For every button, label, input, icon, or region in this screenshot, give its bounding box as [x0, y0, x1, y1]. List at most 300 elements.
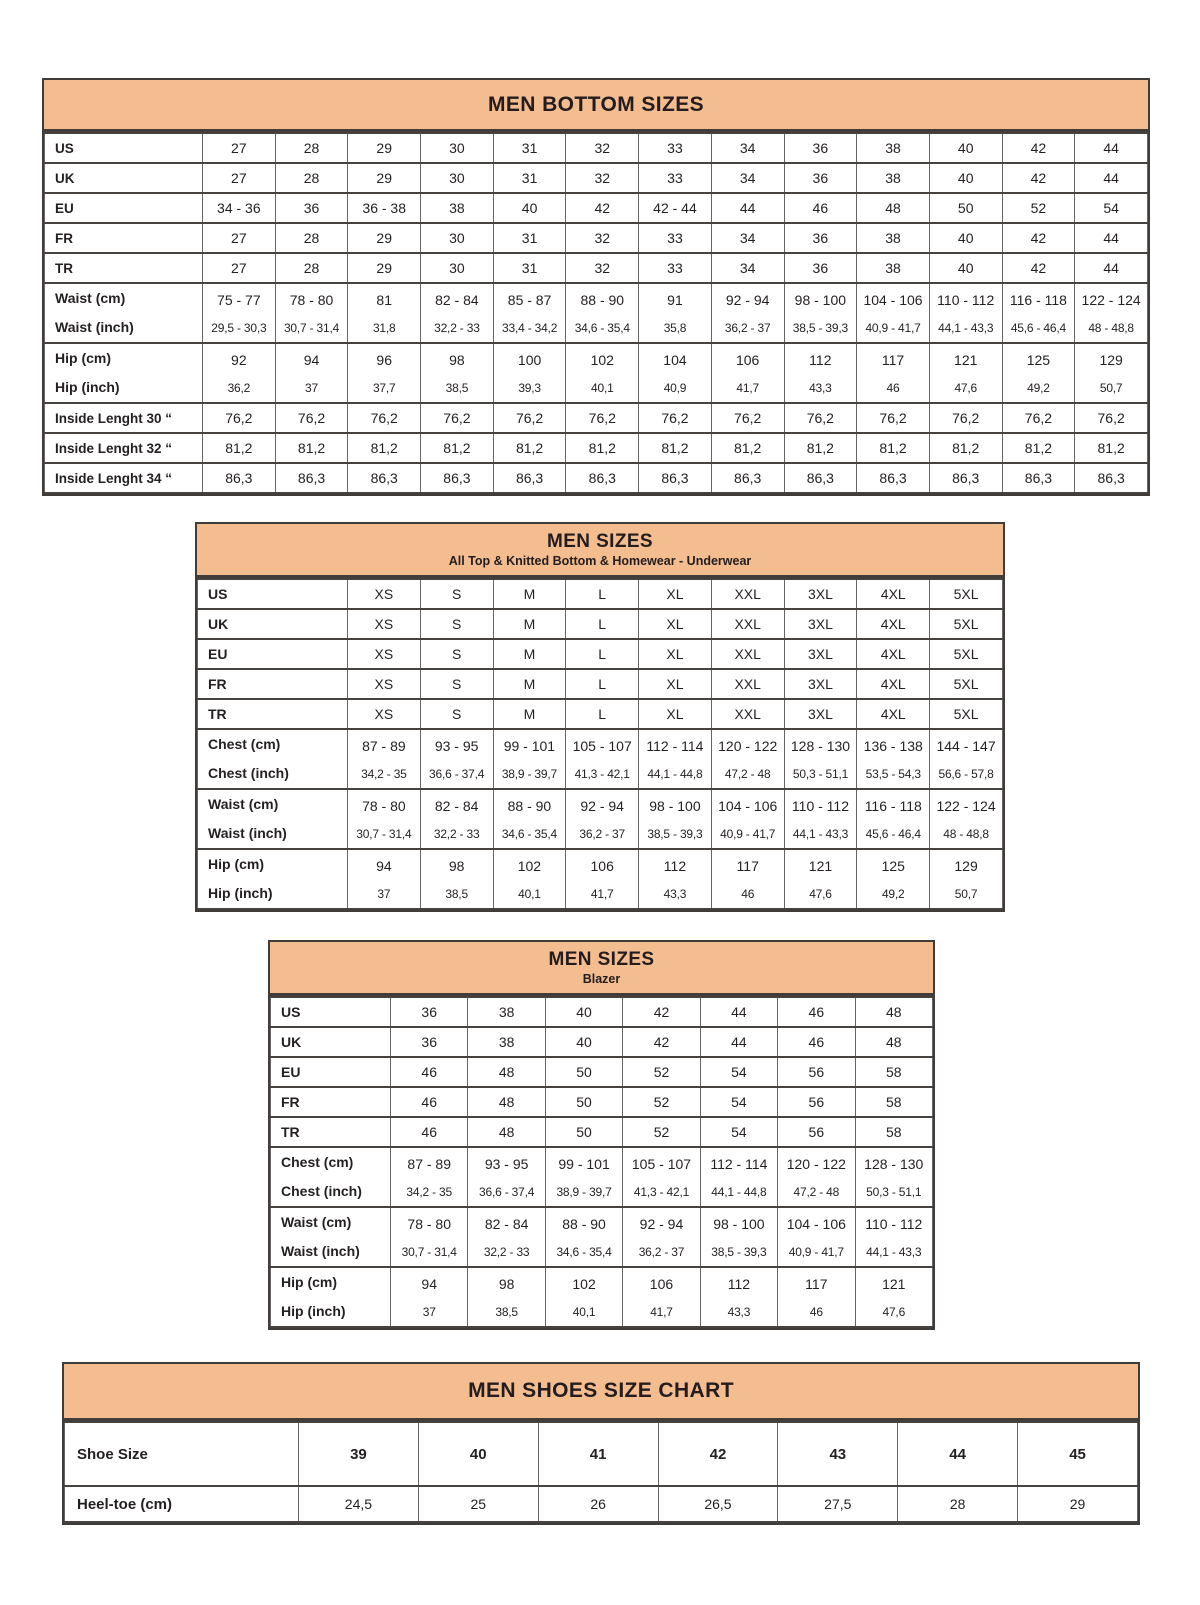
size-cell: XL	[639, 609, 712, 639]
size-cell: 76,2	[929, 403, 1002, 433]
size-cell: 86,3	[711, 463, 784, 493]
size-cell: 42	[1002, 133, 1075, 163]
row-label	[271, 1147, 391, 1207]
table-row	[198, 609, 1003, 639]
inch-value: 34,2 - 35	[361, 767, 407, 781]
cm-value: 117	[736, 858, 759, 874]
size-cell: 76,2	[566, 403, 639, 433]
size-cell: 76,2	[1002, 403, 1075, 433]
inch-value: 50,7	[954, 887, 978, 901]
size-cell	[639, 789, 712, 849]
size-cell	[391, 1147, 468, 1207]
size-cell: 42	[1002, 163, 1075, 193]
inch-value: 44,1 - 44,8	[647, 767, 703, 781]
cm-value: 125	[881, 858, 905, 874]
size-cell: 76,2	[493, 403, 566, 433]
size-grid	[270, 996, 933, 1328]
row-label: EU	[271, 1057, 391, 1087]
inch-value: 41,3 - 42,1	[633, 1185, 690, 1199]
size-cell: 76,2	[275, 403, 348, 433]
size-cell: L	[566, 699, 639, 729]
size-cell: 4XL	[857, 579, 930, 609]
size-cell: 36 - 38	[348, 193, 421, 223]
size-cell: 86,3	[1075, 463, 1148, 493]
size-cell	[203, 283, 276, 343]
cm-value: 112 - 114	[710, 1156, 768, 1172]
cm-value: 94	[376, 858, 392, 874]
row-label: Inside Lenght 34 “	[45, 463, 203, 493]
size-cell: 40	[545, 1027, 622, 1057]
table-row	[198, 699, 1003, 729]
cm-value: 100	[517, 352, 542, 368]
size-cell	[468, 1207, 545, 1267]
inch-value: 41,3 - 42,1	[574, 767, 630, 781]
size-cell	[566, 789, 639, 849]
size-cell: 81,2	[348, 433, 421, 463]
size-cell: 86,3	[857, 463, 930, 493]
row-label-inch: Waist (inch)	[208, 825, 287, 841]
size-cell: 44	[1075, 253, 1148, 283]
size-cell	[348, 729, 421, 789]
size-cell	[930, 789, 1003, 849]
size-cell: 42	[658, 1422, 778, 1486]
size-cell: 4XL	[857, 669, 930, 699]
inch-value: 43,3	[663, 887, 687, 901]
size-grid	[64, 1421, 1138, 1523]
size-cell: 52	[623, 1087, 700, 1117]
row-label: Shoe Size	[65, 1422, 299, 1486]
size-cell	[420, 849, 493, 909]
size-cell: 86,3	[929, 463, 1002, 493]
size-cell: 54	[700, 1087, 777, 1117]
row-label	[198, 729, 348, 789]
cm-value: 120 - 122	[718, 738, 778, 754]
size-cell	[711, 343, 784, 403]
size-cell	[855, 1147, 932, 1207]
size-cell: 34 - 36	[203, 193, 276, 223]
row-label-inch: Chest (inch)	[208, 765, 289, 781]
inch-value: 43,3	[809, 381, 832, 395]
size-cell: 76,2	[784, 403, 857, 433]
inch-value: 56,6 - 57,8	[938, 767, 994, 781]
cm-value: 102	[590, 352, 614, 368]
table-row	[271, 1087, 933, 1117]
size-cell	[711, 283, 784, 343]
size-cell: 50	[545, 1087, 622, 1117]
cm-value: 129	[954, 858, 978, 874]
size-cell: 48	[855, 1027, 932, 1057]
size-cell: 38	[857, 133, 930, 163]
size-cell	[545, 1147, 622, 1207]
size-cell: 26	[538, 1486, 658, 1522]
size-cell: 44	[711, 193, 784, 223]
size-cell: 44	[700, 997, 777, 1027]
inch-value: 40,1	[572, 1305, 596, 1319]
size-cell: XL	[639, 579, 712, 609]
cm-value: 121	[954, 352, 978, 368]
size-cell: 28	[898, 1486, 1018, 1522]
cm-value: 85 - 87	[507, 292, 552, 308]
size-cell: 32	[566, 223, 639, 253]
size-cell: 33	[639, 253, 712, 283]
table-row	[198, 789, 1003, 849]
size-cell: XS	[348, 609, 421, 639]
size-cell	[566, 343, 639, 403]
size-cell	[784, 283, 857, 343]
size-cell: 76,2	[203, 403, 276, 433]
size-cell	[493, 343, 566, 403]
size-cell: 48	[468, 1087, 545, 1117]
inch-value: 36,6 - 37,4	[429, 767, 485, 781]
inch-value: 49,2	[1027, 381, 1050, 395]
size-cell: 43	[778, 1422, 898, 1486]
inch-value: 40,9 - 41,7	[788, 1245, 844, 1259]
inch-value: 36,2	[227, 381, 251, 395]
size-cell: 81,2	[784, 433, 857, 463]
inch-value: 40,1	[591, 381, 614, 395]
size-cell	[778, 1147, 855, 1207]
table-row	[198, 669, 1003, 699]
cm-value: 117	[805, 1276, 828, 1292]
size-cell	[623, 1267, 700, 1327]
size-cell: XS	[348, 639, 421, 669]
table-title-bar	[44, 80, 1148, 132]
size-cell: 41	[538, 1422, 658, 1486]
size-cell: 48	[855, 997, 932, 1027]
table-title: MEN SIZES	[546, 531, 653, 552]
cm-value: 117	[881, 352, 905, 368]
size-cell: XXL	[711, 579, 784, 609]
table-row	[65, 1486, 1138, 1522]
size-cell: 52	[623, 1117, 700, 1147]
size-cell: 27,5	[778, 1486, 898, 1522]
size-cell	[275, 343, 348, 403]
cm-value: 144 - 147	[936, 738, 996, 754]
inch-value: 38,5	[495, 1305, 518, 1319]
inch-value: 35,8	[663, 321, 687, 335]
size-cell: 50	[929, 193, 1002, 223]
cm-value: 112 - 114	[646, 738, 704, 754]
row-label-inch: Hip (inch)	[55, 379, 120, 395]
row-label	[198, 849, 348, 909]
size-cell: 42	[623, 1027, 700, 1057]
table-row	[45, 223, 1148, 253]
size-cell	[929, 343, 1002, 403]
size-cell: S	[420, 669, 493, 699]
table-subtitle: Blazer	[582, 972, 621, 986]
size-cell: 76,2	[348, 403, 421, 433]
size-cell: 40	[929, 253, 1002, 283]
cm-value: 98	[449, 352, 465, 368]
size-cell	[275, 283, 348, 343]
row-label: US	[271, 997, 391, 1027]
size-cell: 27	[203, 253, 276, 283]
size-cell	[784, 729, 857, 789]
size-cell	[566, 283, 639, 343]
size-cell: 28	[275, 163, 348, 193]
size-cell: 29	[1018, 1486, 1138, 1522]
size-cell: 33	[639, 163, 712, 193]
size-cell	[784, 789, 857, 849]
cm-value: 93 - 95	[434, 738, 479, 754]
cm-value: 75 - 77	[217, 292, 261, 308]
cm-value: 82 - 84	[434, 798, 479, 814]
size-cell: 34	[711, 223, 784, 253]
size-cell: 81,2	[1075, 433, 1148, 463]
size-cell	[778, 1267, 855, 1327]
row-label	[45, 283, 203, 343]
size-cell: 86,3	[493, 463, 566, 493]
row-label: Inside Lenght 30 “	[45, 403, 203, 433]
size-cell: 29	[348, 163, 421, 193]
size-cell	[639, 283, 712, 343]
cm-value: 96	[376, 352, 392, 368]
inch-value: 46	[741, 887, 755, 901]
inch-value: 53,5 - 54,3	[865, 767, 921, 781]
size-cell: 81,2	[857, 433, 930, 463]
size-cell	[493, 729, 566, 789]
size-cell: L	[566, 639, 639, 669]
row-label: US	[45, 133, 203, 163]
cm-value: 102	[517, 858, 542, 874]
inch-value: 43,3	[727, 1305, 751, 1319]
cm-value: 104 - 106	[718, 798, 778, 814]
inch-value: 37,7	[372, 381, 396, 395]
size-cell	[930, 849, 1003, 909]
size-cell: 86,3	[275, 463, 348, 493]
size-cell: 42	[1002, 223, 1075, 253]
size-cell: XS	[348, 669, 421, 699]
cm-value: 88 - 90	[580, 292, 625, 308]
size-cell	[421, 283, 494, 343]
size-cell	[639, 729, 712, 789]
size-cell: 86,3	[1002, 463, 1075, 493]
table-title: MEN BOTTOM SIZES	[487, 92, 705, 116]
cm-value: 102	[572, 1276, 596, 1292]
row-label-cm: Waist (cm)	[208, 796, 279, 812]
cm-value: 98 - 100	[713, 1216, 765, 1232]
inch-value: 46	[809, 1305, 823, 1319]
inch-value: 41,7	[650, 1305, 673, 1319]
size-cell: 34	[711, 133, 784, 163]
size-cell	[1002, 343, 1075, 403]
size-cell: 46	[391, 1117, 468, 1147]
size-cell	[420, 729, 493, 789]
inch-value: 50,3 - 51,1	[792, 767, 849, 781]
size-cell: 42	[566, 193, 639, 223]
row-label: TR	[198, 699, 348, 729]
inch-value: 38,9 - 39,7	[501, 767, 557, 781]
cm-value: 121	[882, 1276, 906, 1292]
size-cell	[855, 1267, 932, 1327]
size-cell: 52	[623, 1057, 700, 1087]
inch-value: 47,6	[882, 1305, 906, 1319]
size-cell: M	[493, 699, 566, 729]
table-row	[45, 283, 1148, 343]
table-title-bar	[197, 524, 1003, 578]
size-cell: M	[493, 579, 566, 609]
men-bottom-sizes-table	[42, 78, 1150, 496]
table-row	[45, 463, 1148, 493]
row-label: UK	[45, 163, 203, 193]
size-cell: 30	[421, 163, 494, 193]
size-cell	[855, 1207, 932, 1267]
table-title-bar	[270, 942, 933, 996]
cm-value: 92 - 94	[580, 798, 624, 814]
size-cell	[348, 849, 421, 909]
size-cell	[857, 283, 930, 343]
row-label: EU	[45, 193, 203, 223]
size-cell: XXL	[711, 639, 784, 669]
inch-value: 36,6 - 37,4	[479, 1185, 535, 1199]
size-cell	[857, 789, 930, 849]
size-cell	[700, 1147, 777, 1207]
size-cell: 29	[348, 223, 421, 253]
size-cell	[391, 1267, 468, 1327]
cm-value: 110 - 112	[865, 1216, 923, 1232]
size-cell	[348, 343, 421, 403]
cm-value: 94	[421, 1276, 437, 1292]
size-cell: XS	[348, 579, 421, 609]
size-cell: 32	[566, 133, 639, 163]
size-cell: S	[420, 609, 493, 639]
size-cell: 52	[1002, 193, 1075, 223]
size-cell: 40	[929, 223, 1002, 253]
inch-value: 44,1 - 43,3	[792, 827, 849, 841]
cm-value: 87 - 89	[407, 1156, 451, 1172]
size-cell	[566, 729, 639, 789]
size-cell: 48	[468, 1117, 545, 1147]
size-cell: 29	[348, 253, 421, 283]
size-cell: 46	[391, 1087, 468, 1117]
size-cell: 27	[203, 133, 276, 163]
inch-value: 47,2 - 48	[724, 767, 771, 781]
size-cell: 27	[203, 163, 276, 193]
table-row	[271, 1207, 933, 1267]
inch-value: 39,3	[518, 381, 541, 395]
inch-value: 32,2 - 33	[483, 1245, 530, 1259]
size-cell: 38	[421, 193, 494, 223]
size-cell: 36	[784, 133, 857, 163]
cm-value: 116 - 118	[864, 798, 922, 814]
size-cell	[1075, 343, 1148, 403]
inch-value: 32,2 - 33	[433, 827, 480, 841]
size-cell: XXL	[711, 609, 784, 639]
cm-value: 125	[1026, 352, 1051, 368]
size-cell	[493, 849, 566, 909]
inch-value: 34,6 - 35,4	[556, 1245, 612, 1259]
size-cell: 30	[421, 253, 494, 283]
inch-value: 50,7	[1099, 381, 1123, 395]
table-row	[198, 639, 1003, 669]
size-cell: L	[566, 669, 639, 699]
inch-value: 47,6	[954, 381, 977, 395]
size-cell: XL	[639, 639, 712, 669]
size-cell	[348, 789, 421, 849]
cm-value: 106	[649, 1276, 674, 1292]
inch-value: 44,1 - 43,3	[866, 1245, 922, 1259]
inch-value: 34,6 - 35,4	[501, 827, 557, 841]
men-sizes-top-table	[195, 522, 1005, 912]
inch-value: 38,9 - 39,7	[556, 1185, 612, 1199]
table-row	[198, 579, 1003, 609]
cm-value: 82 - 84	[435, 292, 479, 308]
inch-value: 48 - 48,8	[1088, 321, 1134, 335]
row-label-cm: Waist (cm)	[281, 1214, 352, 1230]
inch-value: 38,5 - 39,3	[647, 827, 703, 841]
cm-value: 78 - 80	[289, 292, 334, 308]
inch-value: 41,7	[736, 381, 759, 395]
size-cell: 24,5	[299, 1486, 419, 1522]
size-cell: 36	[784, 223, 857, 253]
cm-value: 116 - 118	[1009, 292, 1067, 308]
size-cell	[700, 1207, 777, 1267]
size-cell: 58	[855, 1087, 932, 1117]
size-cell: 34	[711, 163, 784, 193]
size-cell: 46	[778, 997, 855, 1027]
size-cell: 3XL	[784, 609, 857, 639]
size-cell: 76,2	[1075, 403, 1148, 433]
size-cell: 45	[1018, 1422, 1138, 1486]
size-cell: 48	[468, 1057, 545, 1087]
size-cell: 56	[778, 1117, 855, 1147]
size-cell: 56	[778, 1087, 855, 1117]
size-cell: 50	[545, 1057, 622, 1087]
size-cell: XXL	[711, 669, 784, 699]
inch-value: 30,7 - 31,4	[283, 321, 340, 335]
inch-value: 38,5	[445, 381, 469, 395]
table-row	[45, 253, 1148, 283]
cm-value: 94	[303, 352, 320, 368]
men-sizes-blazer-table	[268, 940, 935, 1330]
size-cell	[929, 283, 1002, 343]
row-label: Inside Lenght 32 “	[45, 433, 203, 463]
row-label-inch: Hip (inch)	[208, 885, 273, 901]
size-cell: 42	[1002, 253, 1075, 283]
size-cell: 76,2	[639, 403, 712, 433]
size-cell	[784, 849, 857, 909]
size-cell: 5XL	[930, 639, 1003, 669]
row-label: Heel-toe (cm)	[65, 1486, 299, 1522]
size-cell: 40	[418, 1422, 538, 1486]
size-cell: 32	[566, 163, 639, 193]
row-label: UK	[271, 1027, 391, 1057]
cm-value: 99 - 101	[503, 738, 556, 754]
size-cell: M	[493, 609, 566, 639]
size-cell: 54	[700, 1057, 777, 1087]
size-cell: 38	[857, 223, 930, 253]
cm-value: 128 - 130	[790, 738, 851, 754]
inch-value: 41,7	[590, 887, 614, 901]
row-label-inch: Waist (inch)	[55, 319, 134, 335]
size-cell: 58	[855, 1117, 932, 1147]
size-cell	[348, 283, 421, 343]
row-label: FR	[198, 669, 348, 699]
size-cell	[778, 1207, 855, 1267]
size-cell: 40	[929, 133, 1002, 163]
size-cell	[930, 729, 1003, 789]
inch-value: 31,8	[372, 321, 396, 335]
size-cell	[857, 343, 930, 403]
size-cell: 81,2	[421, 433, 494, 463]
size-cell: 86,3	[784, 463, 857, 493]
cm-value: 122 - 124	[936, 798, 996, 814]
table-row	[45, 133, 1148, 163]
cm-value: 121	[808, 858, 833, 874]
size-cell	[1075, 283, 1148, 343]
size-cell: 3XL	[784, 699, 857, 729]
size-cell: 33	[639, 223, 712, 253]
